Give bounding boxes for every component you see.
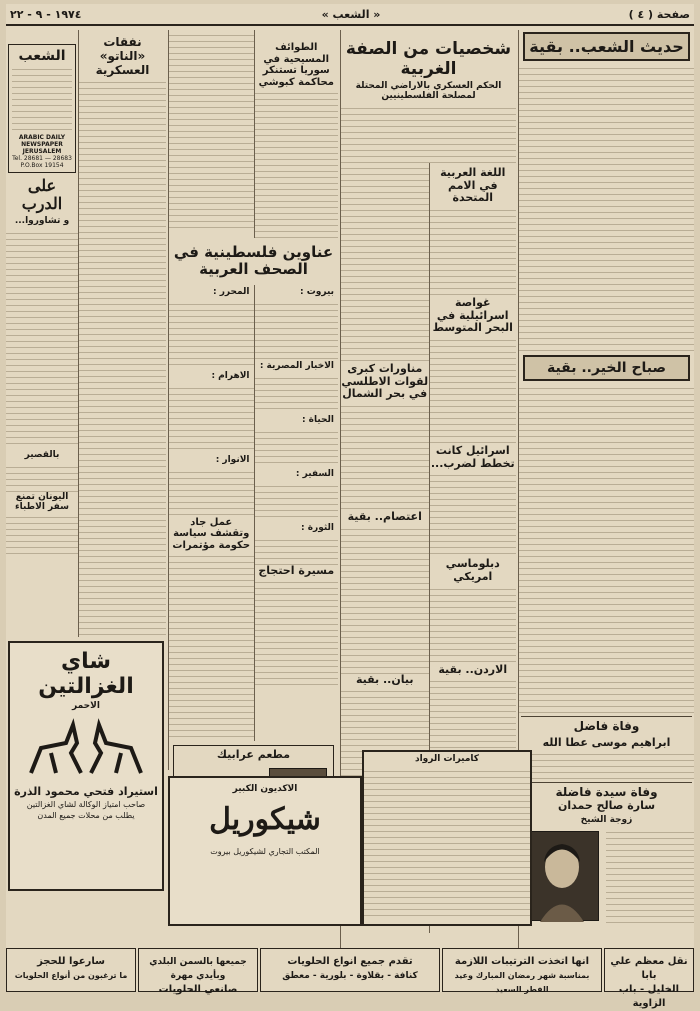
right-column [518,30,694,948]
chicolate-sub: المكتب التجاري لشيكوريل بيروت [210,847,320,856]
tea-ad-sub: الاحمر [72,701,100,712]
center-line1: سارعوا للحجز [37,956,105,967]
city-2: المحرر : [213,286,250,297]
city-1: بيروت : [299,286,334,297]
bottom-ad-center [6,948,136,992]
newspaper-page [6,4,694,1009]
deceased-photo [527,831,599,921]
alal-sub: و تشاوروا... [14,215,70,226]
ramadan-line2: بمناسبة شهر رمضان المبارك وعيد الفطر السعيد [454,971,590,994]
bottom-ad-sweets [138,948,258,995]
sects-headline: الطوائف المسيحية في سوريا تستنكر محاكمة كبوشي [258,42,334,88]
sabah-banner: صباح الخير.. بقية [523,355,690,381]
gazelles-icon [11,713,161,783]
wine-ad-title: كاميرات الرواد [414,754,480,764]
city-5: الاخبار المصرية : [259,360,334,371]
bottom-ad-ksl [604,948,694,1009]
arabic-lang-headline: اللغة العربية في الامم المتحدة [440,166,506,205]
center-line2: ما ترغبون من أنواع الحلويات [14,971,128,980]
death2-title: وفاة سيدة فاضلة [555,785,658,800]
main-subheadline: الحكم العسكري بالاراضي المحتلة لمصلحة الفلسطينيين [355,81,502,102]
page-number: صفحة ( ٤ ) [628,8,690,21]
tea-contact: يطلب من محلات جميع المدن [37,811,135,821]
chicolate-title: الاكديون الكبير [232,784,298,794]
paper-name: « الشعب » [321,8,381,21]
sabah-body [519,383,694,713]
left-column [6,30,166,948]
issue-date: ١٩٧٤ - ٩ - ٢٢ [10,8,82,21]
ksl-line2: الخليل - باب الزاوية [618,984,680,1009]
mid-left-column [168,30,338,770]
alal-title: على الدرب [21,176,63,214]
taxi-headline: اليونان تمنع سفر الاطباء [15,491,69,513]
sweets-line1: جميعها بالسمن البلدي وبأيدي مهرة [149,957,247,981]
tea-dealer: صاحب امتياز الوكالة لشاي الغزالتين [26,800,146,810]
jordan-headline: الاردن.. بقية [438,662,508,676]
candy-title: تقدم جميع انواع الحلويات [287,956,413,967]
syrian-gov-headline: عمل جاد وتقشف سياسة حكومة مؤتمرات [172,516,251,551]
candy-sub: كنافة - بقلاوة - بلورية - معطق [282,971,418,981]
submarine-headline: غواصة اسرائيلية في البحر المتوسط [432,296,513,335]
arrest-headline: اعتصام.. بقية [347,510,422,524]
city-6: الحياة : [301,414,334,425]
ksl-line1: نقل معظم علي بابا [610,956,688,981]
bottom-ad-ramadan [442,948,602,992]
shorts-label: بالقصير [24,449,60,460]
bottom-ad-candy [260,948,440,992]
chicolate-ad [168,776,362,926]
masthead-tel: Tel. 28681 — 28683 [12,155,72,162]
masthead-title: الشعب [18,48,66,64]
sweets-line2: صانعي الحلويات [158,984,238,995]
page-header [6,4,694,26]
death2-name: سارة صالح حمدان [557,799,656,813]
death2-sub: زوجة الشيخ [580,814,633,825]
press-headline: عناوين فلسطينية في الصحف العربية [173,243,334,279]
city-4: الانوار : [215,454,250,465]
shawarma-ad-title: مطعم عرابيك [216,748,291,761]
death1-title: وفاة فاضل [573,719,640,733]
maneuvers-headline: مناورات كبرى لقوات الاطلسي في بحر الشمال [341,362,429,401]
protest-headline: مسيرة احتجاج [258,563,335,577]
tea-ad [8,641,164,891]
statement-headline: بيان.. بقية [355,672,414,686]
tea-import: استيراد فتحي محمود الذرة [14,785,158,799]
city-7: السفير : [295,468,334,479]
death1-name: ابراهيم موسى عطا الله [542,735,671,749]
expenses-headline: نفقات «الناتو» العسكرية [95,35,150,77]
masthead-eng: ARABIC DAILY NEWSPAPER JERUSALEM [18,134,66,155]
kissinger-headline: اسرائيل كانت تخطط لضرب... [430,443,515,470]
hadith-banner: حديث الشعب.. بقية [523,32,690,61]
death1-body [519,749,694,779]
diplomat-headline: دبلوماسي امريكي [445,557,500,583]
tea-ad-title: شاي الغزالتين [38,649,134,700]
masthead-box [8,44,76,173]
city-3: الاهرام : [211,370,250,381]
portrait-icon [526,832,598,922]
main-headline: شخصيات من الصفة الغربية [345,39,512,79]
wine-ad-text [362,750,532,926]
ramadan-line1: انها اتخذت الترتيبات اللازمة [454,956,590,967]
masthead-pobox: P.O.Box 19154 [20,162,64,169]
chicolate-brand: شيكوريل [209,802,321,837]
hadith-body [519,63,694,353]
city-8: الثورة : [300,522,334,533]
